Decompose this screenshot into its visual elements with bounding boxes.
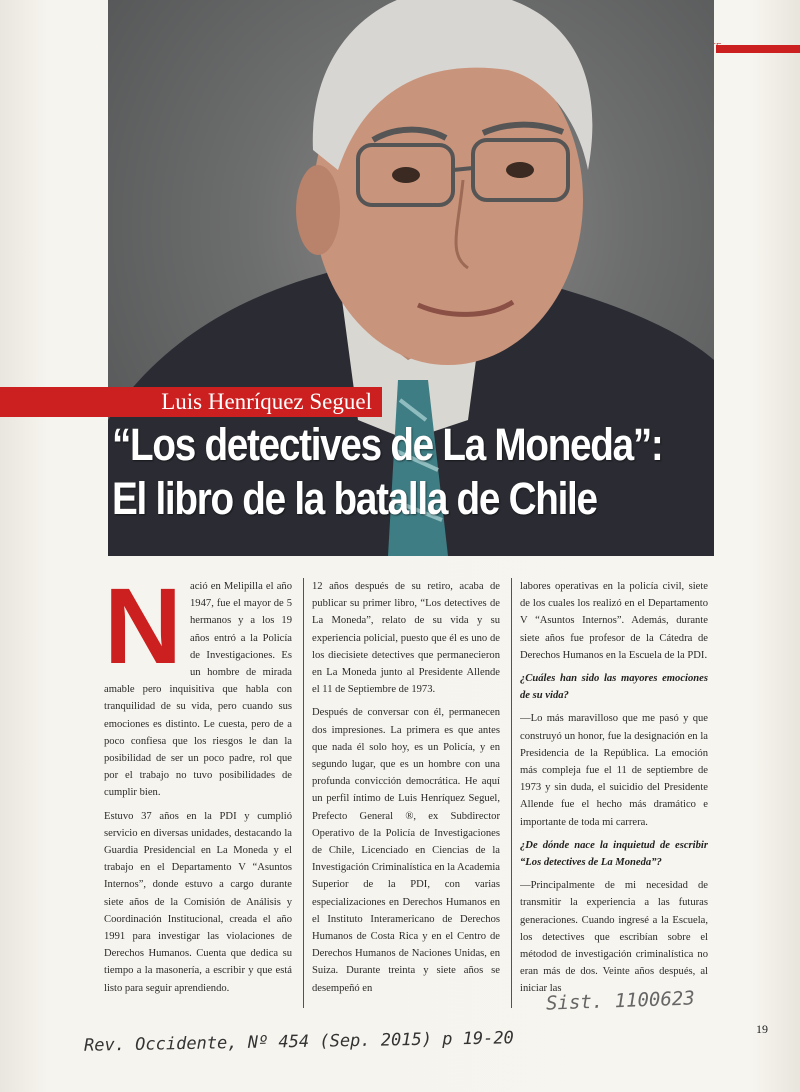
headline-line-1: “Los detectives de La Moneda”:	[112, 419, 663, 470]
paragraph: Nació en Melipilla el año 1947, fue el mayor de 5 hermanos y a los 19 años entró a la Policía de Investigaciones. Es un hombre de mirada amable pero inquisitiva que habla con tranquilidad de su vida, pero cuando sus emociones es distinto. Le cuesta, pero de a poco confiesa que los riesgos le dan la posibilidad de ser un poco padre, rol que por el trabajo no tuvo posibilidades de cumplir bien.	[104, 578, 292, 799]
column-2	[312, 578, 500, 1008]
paragraph: Estuvo 37 años en la PDI y cumplió servicio en diversas unidades, destacando la Guardia Presidencial en La Moneda y el trabajo en el Departamento V “Asuntos Internos”, donde estuvo a cargo durante siete años de la Comisión de Análisis y Coordinación Institucional, creada el año 1991 para investigar las violaciones de Derechos Humanos. Cuenta que dedica su tiempo a la masonería, a escribir y que está listo para seguir aprendiendo.	[104, 810, 292, 994]
section-rule	[716, 45, 800, 53]
interview-question: ¿De dónde nace la inquietud de escribir “Los detectives de La Moneda”?	[520, 839, 708, 869]
paragraph: labores operativas en la policía civil, siete de los cuales los realizó en el Departamento V “Asuntos Internos”. Además, durante siete años fue profesor de la Cátedra de Derechos Humanos en la Escuela de la PDI.	[520, 581, 708, 661]
column-1	[104, 578, 292, 1008]
article-headline	[112, 418, 663, 526]
article-body	[104, 578, 716, 1008]
interview-answer: —Principalmente de mi necesidad de transmitir la experiencia a las futuras generaciones. Cuando ingresé a la Escuela, los detectives que escribían sobre el métodod de investigación criminalística no eran más de dos. Veinte años después, al iniciar las	[520, 880, 708, 995]
drop-cap: N	[104, 578, 182, 686]
handwritten-catalog-id: Sist. 1100623	[545, 987, 696, 1015]
column-divider	[511, 578, 512, 1008]
name-banner	[0, 387, 382, 417]
column-3	[520, 578, 708, 1008]
paragraph: 12 años después de su retiro, acaba de publicar su primer libro, “Los detectives de La Moneda”, relato de su vida y su experiencia policial, puesto que él es uno de los diecisiete detectives que permanecieron en La Moneda junto al Presidente Allende el 11 de Septiembre de 1973.	[312, 581, 500, 696]
interview-question: ¿Cuáles han sido las mayores emociones de su vida?	[520, 673, 708, 702]
person-name: Luis Henríquez Seguel	[161, 389, 372, 414]
headline-line-2: El libro de la batalla de Chile	[112, 473, 597, 524]
page-number: 19	[756, 1022, 768, 1036]
interview-answer: —Lo más maravilloso que me pasó y que construyó un honor, fue la designación en la Presidencia de la República. La emoción más compleja fue el 11 de septiembre de 1973 y sin duda, el suicidio del Presidente Allende fue el hecho más dramático e importante de toda mi carrera.	[520, 713, 708, 828]
paragraph: Después de conversar con él, permanecen dos impresiones. La primera es que antes que nada él solo hoy, es un Policía, y en segundo lugar, que es un hombre con una profunda convicción democrática. He aquí un perfil íntimo de Luis Henríquez Seguel, Prefecto General ®, ex Subdirector Operativo de la Policía de Investigaciones de Chile, Licenciado en Ciencias de la Investigación Criminalística en la Academia Superior de la PDI, con varias especializaciones en Derechos Humanos en el Instituto Interamericano de Derechos Humanos de Costa Rica y en el Centro de Derechos Humanos de Naciones Unidas, en Suiza. Durante treinta y siete años se desempeñó en	[312, 707, 500, 994]
handwritten-citation: Rev. Occidente, Nº 454 (Sep. 2015) p 19-20	[83, 1028, 515, 1056]
column-divider	[303, 578, 304, 1008]
